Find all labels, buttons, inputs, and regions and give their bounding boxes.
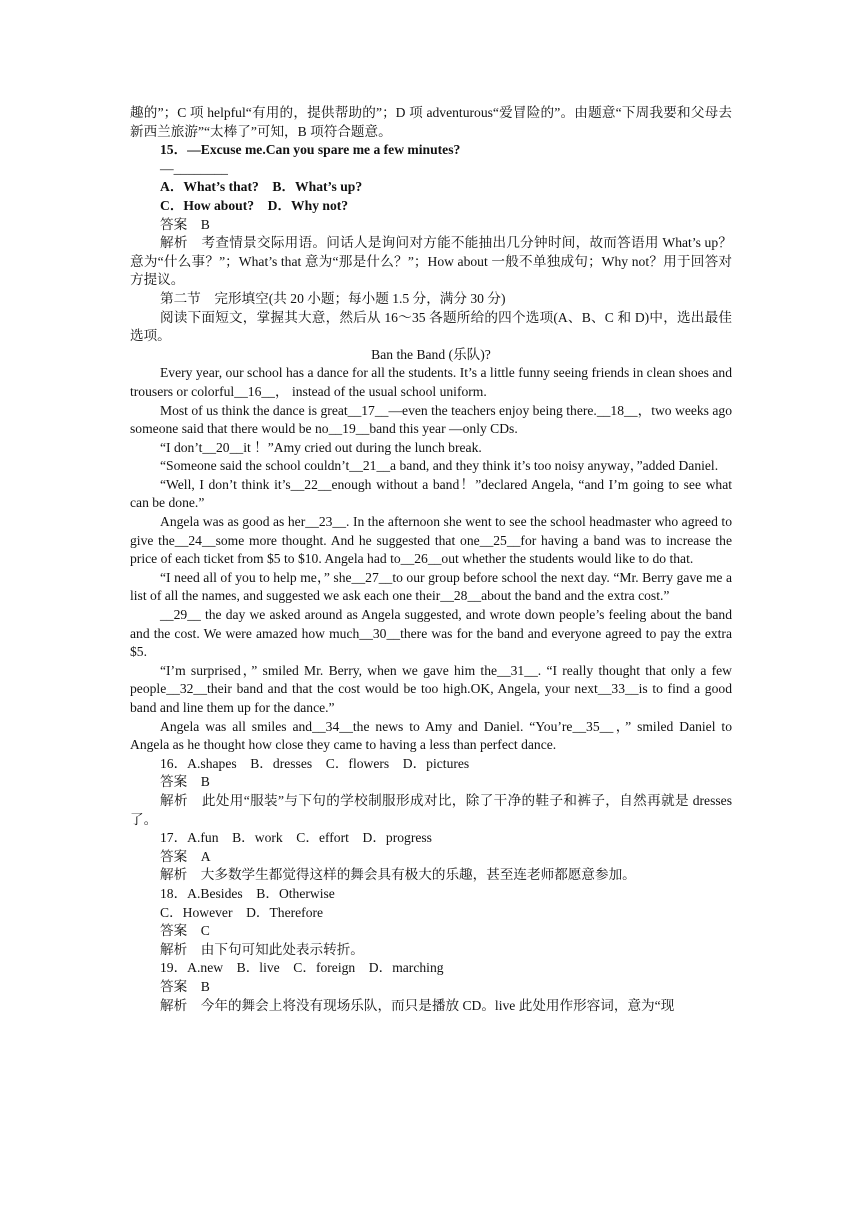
- instructions: 阅读下面短文，掌握其大意，然后从 16～35 各题所给的四个选项(A、B、C 和 D)中，选出最佳选项。: [130, 309, 732, 344]
- passage-title: Ban the Band (乐队)?: [371, 346, 491, 362]
- question-16: 16．A.shapes B．dresses C．flowers D．pictures: [160, 755, 470, 771]
- question-17-explanation: 解析 大多数学生都觉得这样的舞会具有极大的乐趣，甚至连老师都愿意参加。: [160, 867, 636, 883]
- question-15-blank: —________: [160, 160, 228, 176]
- passage-paragraph: “I’m surprised，” smiled Mr. Berry, when we gave him the__31__. “I really thought that only a few people__32__their band and that the cost would be too high.OK, Angela, your next__33__is to find a good band and line them up for the dance.”: [130, 662, 732, 715]
- question-18-options-cd: C．However D．Therefore: [160, 904, 324, 920]
- question-17: 17．A.fun B．work C．effort D．progress: [160, 830, 432, 846]
- passage-paragraph: Angela was all smiles and__34__the news to Amy and Daniel. “You’re__35__，” smiled Daniel to Angela as he thought how close they came to having a less than perfect dance.: [130, 718, 732, 753]
- passage-paragraph: “Well, I don’t think it’s__22__enough without a band！”declared Angela, “and I’m going to see what can be done.”: [130, 476, 732, 511]
- question-18-answer: 答案 C: [160, 923, 210, 939]
- passage-paragraph: Angela was as good as her__23__. In the afternoon she went to see the school headmaster who agreed to give the__24__some more thought. And he suggested that one__25__for having a band was to increase the price of each ticket from $5 to $10. Angela had to__26__out whether the students would like to do that.: [130, 514, 732, 567]
- question-19-explanation: 解析 今年的舞会上将没有现场乐队，而只是播放 CD。live 此处用作形容词，意为“现: [160, 997, 675, 1013]
- question-15-options-cd: C．How about? D．Why not?: [160, 197, 349, 213]
- question-15-explanation: 解析 考查情景交际用语。问话人是询问对方能不能抽出几分钟时间，故而答语用 What’s up？意为“什么事？”；What’s that 意为“那是什么？”；How about 一般不单独成句；Why not？用于回答对方提议。: [130, 235, 732, 288]
- question-19: 19．A.new B．live C．foreign D．marching: [160, 960, 444, 976]
- passage-paragraph: Most of us think the dance is great__17__—even the teachers enjoy being there.__18__，two weeks ago someone said that there would be no__19__band this year —only CDs.: [130, 402, 732, 437]
- question-19-answer: 答案 B: [160, 978, 210, 994]
- passage-paragraph: “Someone said the school couldn’t__21__a band, and they think it’s too noisy anyway，”added Daniel.: [160, 458, 719, 474]
- passage-paragraph: __29__ the day we asked around as Angela suggested, and wrote down people’s feeling about the band and the cost. We were amazed how much__30__there was for the band and everyone agreed to pay the extra $5.: [130, 607, 732, 660]
- question-18-explanation: 解析 由下句可知此处表示转折。: [160, 941, 364, 957]
- document-page: [130, 104, 732, 1015]
- question-15-answer: 答案 B: [160, 216, 210, 232]
- section-2-heading: 第二节 完形填空(共 20 小题；每小题 1.5 分，满分 30 分): [160, 290, 506, 306]
- passage-paragraph: “I don’t__20__it ！”Amy cried out during the lunch break.: [160, 439, 482, 455]
- question-15-options-ab: A．What’s that? B．What’s up?: [160, 179, 363, 195]
- question-16-explanation: 解析 此处用“服装”与下句的学校制服形成对比，除了干净的鞋子和裤子，自然再就是 dresses 了。: [130, 792, 732, 827]
- explanation-continued: 趣的”；C 项 helpful“有用的，提供帮助的”；D 项 adventurous“爱冒险的”。由题意“下周我要和父母去新西兰旅游”“太棒了”可知，B 项符合题意。: [130, 105, 732, 139]
- passage-paragraph: Every year, our school has a dance for all the students. It’s a little funny seeing friends in clean shoes and trousers or colorful__16__， instead of the usual school uniform.: [130, 365, 732, 399]
- question-17-answer: 答案 A: [160, 848, 211, 864]
- question-18-options-ab: 18．A.Besides B．Otherwise: [160, 885, 335, 901]
- question-16-answer: 答案 B: [160, 774, 210, 790]
- passage-paragraph: “I need all of you to help me，” she__27__to our group before school the next day. “Mr. Berry gave me a list of all the names, and suggested we ask each one their__28__about the band and the extra cost.”: [130, 569, 732, 604]
- question-15: 15．—Excuse me.Can you spare me a few minutes?: [160, 142, 461, 158]
